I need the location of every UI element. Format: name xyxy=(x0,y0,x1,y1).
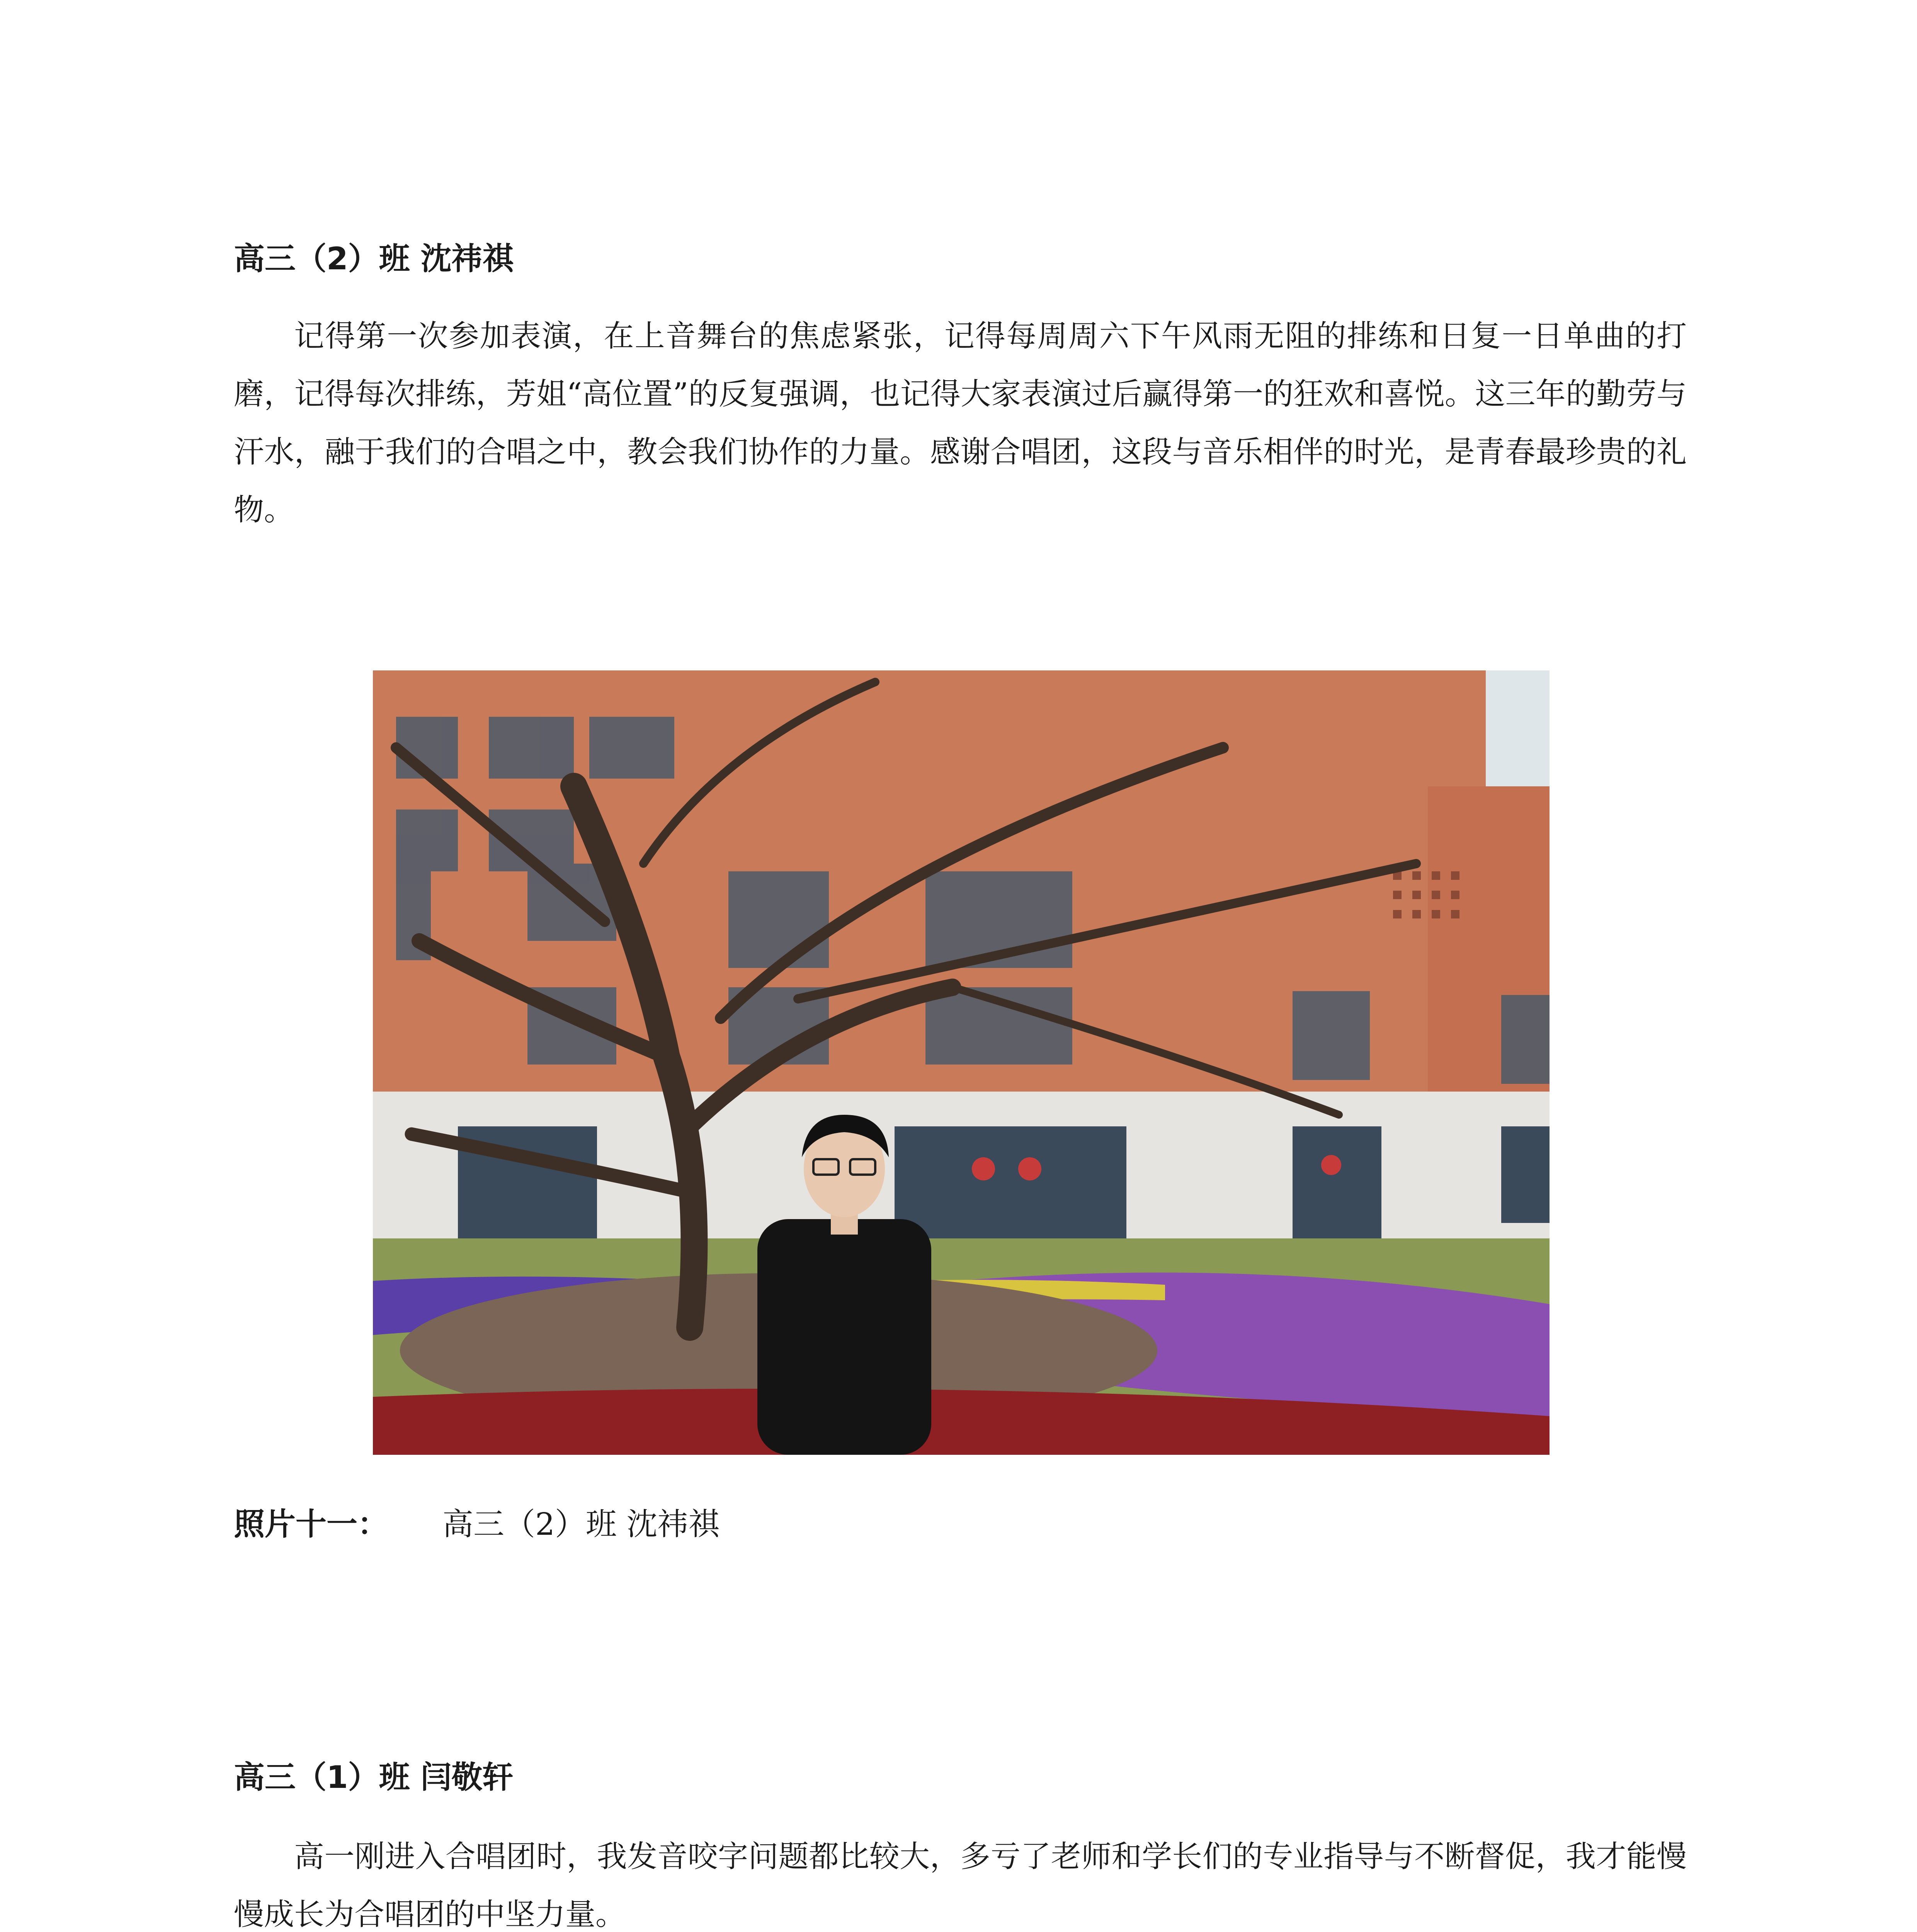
section1-heading: 高三（2）班 沈祎祺 xyxy=(234,241,514,277)
photo-caption xyxy=(234,1505,719,1544)
section2-paragraph-1: 高一刚进入合唱团时，我发音咬字问题都比较大，多亏了老师和学长们的专业指导与不断督促，我才能慢慢成长为合唱团的中坚力量。 xyxy=(234,1839,1687,1932)
student-photo xyxy=(373,670,1550,1455)
section1-paragraph: 记得第一次参加表演，在上音舞台的焦虑紧张，记得每周周六下午风雨无阻的排练和日复一日单曲的打磨，记得每次排练，芳姐“高位置”的反复强调，也记得大家表演过后赢得第一的狂欢和喜悦。这三年的勤劳与汗水，融于我们的合唱之中，教会我们协作的力量。感谢合唱团，这段与音乐相伴的时光，是青春最珍贵的礼物。 xyxy=(234,319,1687,527)
section2-heading: 高三（1）班 闫敬轩 xyxy=(234,1759,514,1795)
caption-label: 照片十一： xyxy=(234,1506,388,1542)
caption-text: 高三（2）班 沈祎祺 xyxy=(442,1506,720,1542)
